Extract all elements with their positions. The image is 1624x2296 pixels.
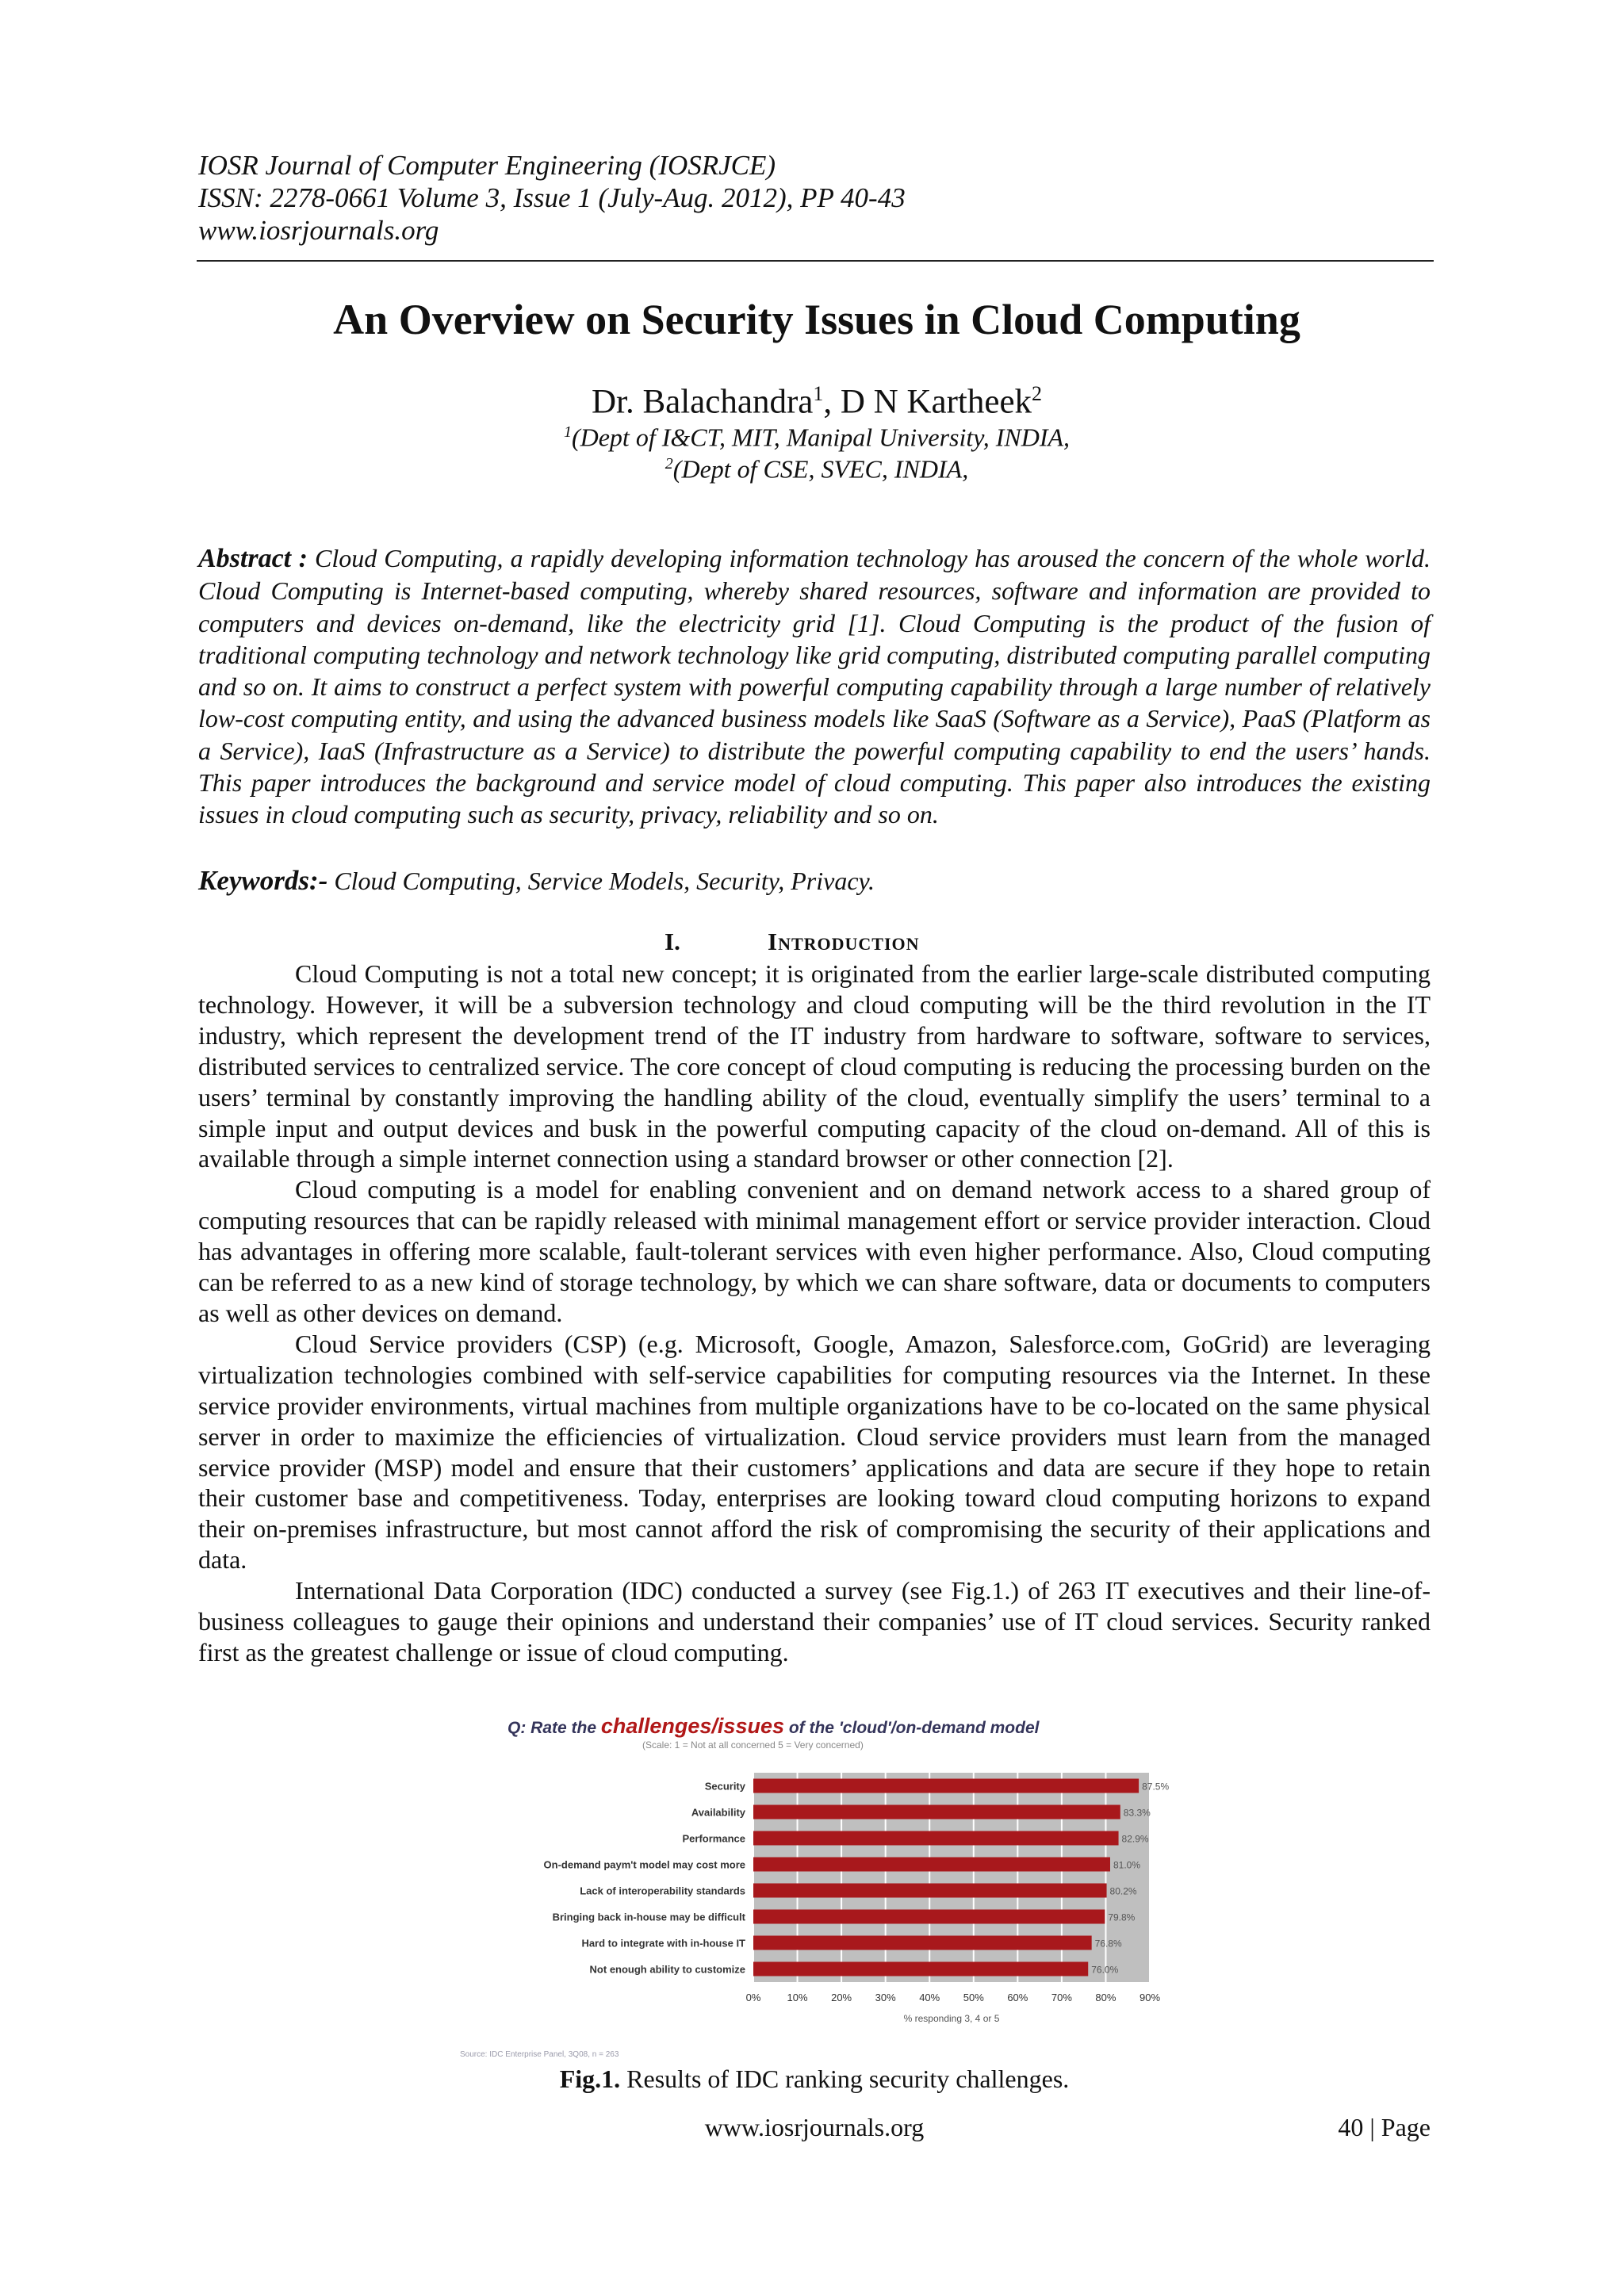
author-separator: , bbox=[823, 383, 841, 421]
value-label: 87.5% bbox=[1142, 1781, 1170, 1793]
value-label: 79.8% bbox=[1108, 1911, 1136, 1923]
bar bbox=[753, 1779, 1139, 1793]
keywords-label: Keywords:- bbox=[198, 865, 328, 896]
paragraph: Cloud Service providers (CSP) (e.g. Microsoft, Google, Amazon, Salesforce.com, GoGrid) are leveraging virtualization technologies combined with self-service capabilities for computing resources via the Internet. In these service provider environments, virtual machines from multiple organizations have to be co-located on the same physical server in order to maximize the efficiencies of virtualization. Cloud service providers must learn from the managed service provider (MSP) model and ensure that their customers’ applications and data are secure if they hope to retain their customer base and competitiveness. Today, enterprises are looking toward cloud computing horizons to expand their on-premises infrastructure, but most cannot afford the risk of compromising the security of their applications and data. bbox=[198, 1329, 1431, 1575]
category-label: Lack of interoperability standards bbox=[580, 1885, 745, 1897]
keywords-text: Cloud Computing, Service Models, Security, Privacy. bbox=[334, 867, 875, 895]
keywords bbox=[198, 864, 1431, 897]
x-tick-label: 80% bbox=[1095, 1992, 1116, 2003]
chart-subtitle: (Scale: 1 = Not at all concerned 5 = Very concerned) bbox=[642, 1739, 864, 1751]
bar bbox=[753, 1805, 1120, 1820]
plot-background bbox=[753, 1773, 1150, 1982]
affiliation-1-mark: 1 bbox=[563, 423, 572, 441]
x-tick-label: 0% bbox=[745, 1992, 761, 2003]
figure-caption-text: Results of IDC ranking security challenges. bbox=[620, 2064, 1070, 2093]
value-label: 76.0% bbox=[1091, 1964, 1119, 1976]
affiliation-1 bbox=[198, 417, 1435, 453]
x-tick-label: 90% bbox=[1139, 1992, 1161, 2003]
journal-issn: ISSN: 2278-0661 Volume 3, Issue 1 (July-Aug. 2012), PP 40-43 bbox=[198, 182, 906, 213]
affiliation-2-text: (Dept of CSE, SVEC, INDIA, bbox=[672, 454, 969, 484]
value-label: 81.0% bbox=[1113, 1859, 1141, 1871]
section-title: Introduction bbox=[768, 928, 920, 955]
journal-header bbox=[198, 149, 1435, 247]
chart-title-suffix: of the 'cloud'/on-demand model bbox=[788, 1719, 1040, 1737]
category-label: Hard to integrate with in-house IT bbox=[581, 1937, 745, 1950]
abstract-label: Abstract : bbox=[198, 544, 308, 573]
x-axis-label: % responding 3, 4 or 5 bbox=[903, 2013, 1000, 2024]
paragraph: Cloud computing is a model for enabling convenient and on demand network access to a shared group of computing resources that can be rapidly released with minimal management effort or service provider interaction. Cloud has advantages in offering more scalable, fault-tolerant services with even higher performance. Also, Cloud computing can be referred to as a new kind of storage technology, by which we can share software, data or documents to computers as well as other devices on demand. bbox=[198, 1175, 1431, 1327]
x-tick-label: 50% bbox=[963, 1992, 984, 2003]
category-label: On-demand paym't model may cost more bbox=[543, 1858, 745, 1871]
bar bbox=[753, 1858, 1110, 1872]
introduction-body bbox=[198, 959, 1431, 1668]
bar bbox=[753, 1831, 1119, 1846]
author-line bbox=[198, 373, 1435, 423]
figure-1 bbox=[452, 1711, 1182, 2068]
chart-title-highlight: challenges/issues bbox=[600, 1714, 784, 1738]
bar bbox=[753, 1936, 1092, 1950]
category-label: Bringing back in-house may be difficult bbox=[552, 1911, 745, 1923]
x-tick-label: 20% bbox=[831, 1992, 852, 2003]
paragraph: Cloud Computing is not a total new concept; it is originated from the earlier large-scale distributed computing technology. However, it will be a subversion technology and cloud computing will be the third revolution in the IT industry, which represent the development trend of the IT industry from hardware to software, software to services, distributed services to centralized service. The core concept of cloud computing is reducing the processing burden on the users’ terminal by constantly improving the handling ability of the cloud, eventually simplify the users’ terminal to a simple input and output devices and busk in the powerful computing capacity of the cloud on-demand. All of this is available through a simple internet connection using a standard browser or other connection [2]. bbox=[198, 959, 1431, 1173]
x-tick-label: 70% bbox=[1051, 1992, 1072, 2003]
category-label: Not enough ability to customize bbox=[589, 1963, 745, 1976]
x-tick-label: 10% bbox=[787, 1992, 808, 2003]
author-2: D N Kartheek bbox=[840, 383, 1032, 421]
journal-website: www.iosrjournals.org bbox=[198, 215, 439, 246]
figure-caption bbox=[198, 2064, 1431, 2094]
section-number: I. bbox=[665, 928, 680, 955]
affiliation-1-text: (Dept of I&CT, MIT, Manipal University, INDIA, bbox=[571, 423, 1071, 452]
category-label: Performance bbox=[682, 1832, 745, 1845]
paper-title: An Overview on Security Issues in Cloud Computing bbox=[333, 296, 1300, 343]
category-label: Security bbox=[704, 1780, 745, 1793]
author-1-affil-mark: 1 bbox=[813, 382, 824, 405]
figure-caption-label: Fig.1. bbox=[559, 2064, 621, 2093]
bar bbox=[753, 1910, 1105, 1924]
bar bbox=[753, 1962, 1088, 1976]
journal-name: IOSR Journal of Computer Engineering (IOSRJCE) bbox=[198, 150, 776, 181]
affiliation-2 bbox=[198, 449, 1435, 484]
header-divider bbox=[197, 260, 1434, 262]
value-label: 80.2% bbox=[1109, 1885, 1137, 1897]
x-tick-label: 40% bbox=[919, 1992, 940, 2003]
footer-url: www.iosrjournals.org bbox=[704, 2113, 925, 2141]
affiliation-2-mark: 2 bbox=[665, 455, 673, 473]
value-label: 82.9% bbox=[1121, 1833, 1149, 1845]
category-label: Availability bbox=[691, 1806, 745, 1819]
bar bbox=[753, 1884, 1107, 1898]
author-1: Dr. Balachandra bbox=[591, 383, 814, 421]
x-tick-label: 60% bbox=[1007, 1992, 1028, 2003]
author-2-affil-mark: 2 bbox=[1032, 382, 1043, 405]
chart-title-prefix: Q: Rate the bbox=[508, 1719, 597, 1737]
chart-source: Source: IDC Enterprise Panel, 3Q08, n = 263 bbox=[460, 2050, 619, 2059]
x-tick-label: 30% bbox=[875, 1992, 896, 2003]
value-label: 76.8% bbox=[1094, 1938, 1122, 1950]
bar-chart bbox=[452, 1711, 1182, 2044]
paragraph: International Data Corporation (IDC) conducted a survey (see Fig.1.) of 263 IT executives and their line-of-business colleagues to gauge their opinions and understand their companies’ use of IT cloud services. Security ranked first as the greatest challenge or issue of cloud computing. bbox=[198, 1576, 1431, 1667]
abstract bbox=[198, 542, 1431, 831]
value-label: 83.3% bbox=[1123, 1807, 1151, 1819]
footer-page-number: 40 | Page bbox=[1338, 2113, 1431, 2141]
abstract-text: Cloud Computing, a rapidly developing information technology has aroused the concern of the whole world. Cloud Computing is Internet-based computing, whereby shared resources, software and information are provided to computers and devices on-demand, like the electricity grid [1]. Cloud Computing is the product of the fusion of traditional computing technology and network technology like grid computing, distributed computing parallel computing and so on. It aims to construct a perfect system with powerful computing capability through a large number of relatively low-cost computing entity, and using the advanced business models like SaaS (Software as a Service), PaaS (Platform as a Service), IaaS (Infrastructure as a Service) to distribute the powerful computing capability to end the users’ hands. This paper introduces the background and service model of cloud computing. This paper also introduces the existing issues in cloud computing such as security, privacy, reliability and so on. bbox=[198, 544, 1431, 829]
